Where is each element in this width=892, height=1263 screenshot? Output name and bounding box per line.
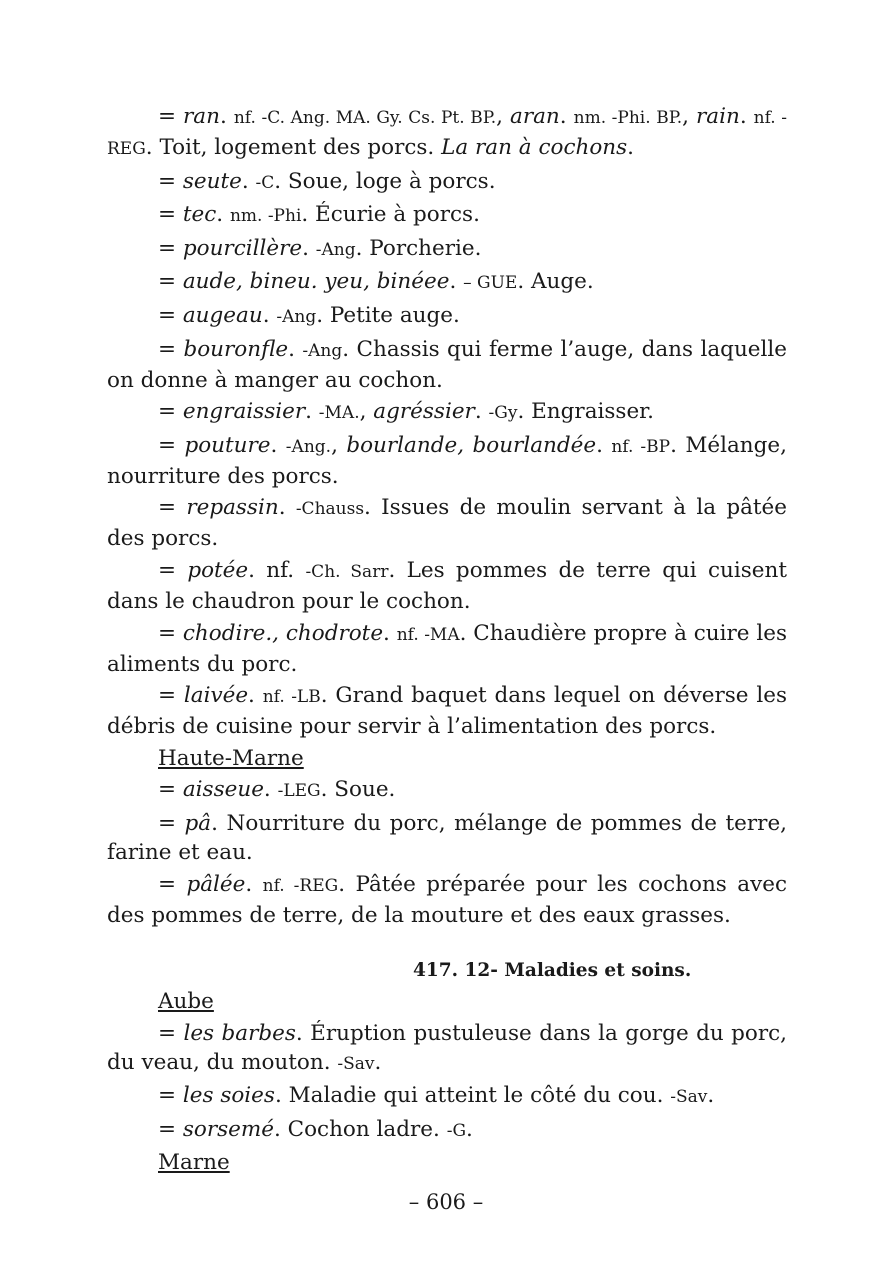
headword: engraissier [182, 399, 306, 425]
entry-text: . Pâtée préparée pour les cochons avec des pommes de terre, de la mouture et des eaux grasses. [107, 871, 787, 928]
entry-text: . Cochon ladre. [273, 1116, 447, 1142]
entry-text: = [158, 1083, 183, 1109]
region-heading: Marne [158, 1150, 230, 1176]
source-abbreviation: -C [255, 172, 275, 193]
source-abbreviation: -Chauss [295, 499, 365, 520]
headword: augeau [182, 302, 263, 328]
entry-text: . [216, 202, 230, 228]
headword: pâlée [186, 871, 246, 897]
headword: aisseue [182, 777, 264, 803]
dictionary-entry [107, 431, 787, 491]
entry-text: , [496, 104, 510, 129]
entry-text: . Éruption pustuleuse dans la gorge du porc, du veau, du mouton. [107, 1020, 787, 1075]
entry-text: , [331, 432, 347, 458]
entry-text: = [158, 399, 183, 425]
entry-text: . [262, 302, 277, 328]
entry-text: . nf. [248, 557, 306, 583]
headword: sorsemé [182, 1116, 274, 1142]
headword: rain [695, 104, 740, 129]
entry-text: . Porcherie. [355, 235, 482, 261]
entry-text: . Petite auge. [316, 302, 460, 328]
entry-text: . [288, 336, 303, 362]
source-abbreviation: nm. -Phi [229, 206, 302, 227]
page-body [107, 102, 787, 1180]
headword: les barbes [183, 1020, 296, 1046]
entry-text: . [302, 235, 316, 261]
entry-text: . Les pommes de terre qui cuisent dans le chaudron pour le cochon. [107, 557, 787, 614]
entry-text: . [374, 1049, 382, 1075]
headword: bouronfle [183, 336, 289, 362]
entry-text: = [158, 235, 183, 261]
entry-text: . Mélange, nourriture des porcs. [107, 432, 787, 489]
source-abbreviation: -Gy [488, 403, 518, 424]
source-abbreviation: – GUE [463, 273, 518, 294]
entry-text: = [158, 336, 184, 362]
entry-text: . Chaudière propre à cuire les aliments du porc. [107, 620, 787, 677]
entry-text: . [241, 168, 256, 194]
headword: pourcillère [182, 235, 303, 261]
entry-text: . [305, 399, 319, 425]
source-abbreviation: -Sav [670, 1087, 708, 1108]
entry-text: = [158, 1020, 184, 1046]
source-abbreviation: nf. -REG [262, 875, 339, 896]
entry-text: . [707, 1083, 715, 1109]
entry-text: . Chassis qui ferme l’auge, dans laquelle on donne à manger au cochon. [107, 336, 787, 393]
entry-text: . Toit, logement des porcs. [145, 135, 442, 160]
source-abbreviation: -Ch. Sarr [305, 561, 389, 582]
entry-text: = [158, 302, 183, 328]
dictionary-entry [107, 870, 787, 930]
entry-text: . [596, 432, 612, 458]
source-abbreviation: nf. -LB [262, 687, 321, 708]
headword: repassin [186, 495, 279, 521]
source-abbreviation: nf. -C. Ang. MA. Gy. Cs. Pt. BP. [233, 108, 497, 128]
source-abbreviation: -LEG [277, 781, 321, 802]
entry-text: . [449, 269, 464, 295]
entry-text: . [466, 1116, 473, 1142]
entry-text: = [158, 168, 183, 194]
headword: La ran à cochons [441, 135, 628, 160]
headword: potée [187, 557, 249, 583]
headword: agréssier [373, 399, 475, 425]
entry-text: . [248, 683, 263, 709]
entry-text: . [627, 135, 634, 160]
headword: ran [183, 104, 220, 129]
dictionary-entry [107, 775, 787, 806]
source-abbreviation: -MA. [318, 403, 360, 424]
source-abbreviation: -Sav [337, 1053, 375, 1074]
entry-text: . [383, 620, 397, 646]
entry-text: , [682, 104, 696, 129]
dictionary-entry [107, 681, 787, 741]
entry-text: . Écurie à porcs. [301, 202, 480, 228]
dictionary-entry [107, 1019, 787, 1079]
entry-text: = [158, 871, 187, 897]
entry-text: . [474, 399, 489, 425]
entry-text: = [158, 1116, 183, 1142]
entry-text: . Grand baquet dans lequel on déverse les débris de cuisine pour servir à l’alimentation des porcs. [107, 683, 788, 740]
source-abbreviation: -Ang [302, 340, 343, 361]
headword: laivée [183, 683, 249, 709]
region-heading: Aube [158, 989, 214, 1015]
entry-text: = [158, 432, 185, 458]
entry-text: . [559, 104, 574, 129]
dictionary-entry [107, 397, 787, 428]
source-abbreviation: -Ang [315, 239, 356, 260]
dictionary-entry [107, 301, 787, 332]
source-abbreviation: -Ang [276, 306, 317, 327]
entry-text: = [158, 104, 184, 129]
entry-text: = [158, 269, 183, 295]
region-heading: Haute-Marne [158, 745, 304, 771]
dictionary-entry [107, 1115, 787, 1146]
dictionary-entry [107, 493, 787, 553]
headword: aran [510, 104, 560, 129]
entry-text: . [219, 104, 234, 129]
dictionary-entry [107, 267, 787, 298]
entry-text: . [263, 777, 278, 803]
dictionary-entry [107, 809, 787, 867]
entry-text: . Engraisser. [517, 399, 654, 425]
dictionary-entry [107, 167, 787, 198]
dictionary-entry [107, 200, 787, 231]
dictionary-entry [107, 556, 787, 616]
dictionary-entry [107, 335, 787, 395]
entry-text: . Soue. [320, 777, 396, 803]
source-abbreviation: -Ang. [285, 436, 332, 457]
headword: pouture [184, 432, 271, 458]
entry-text: . Nourriture du porc, mélange de pommes de terre, farine et eau. [107, 810, 787, 865]
entry-text: . [245, 871, 263, 897]
headword: aude, bineu. yeu, binéee [182, 269, 450, 295]
entry-text: . [278, 495, 296, 521]
source-abbreviation: nm. -Phi. BP. [573, 108, 683, 128]
entry-text: = [158, 495, 187, 521]
dictionary-entry [107, 1081, 787, 1112]
entry-text: . [270, 432, 286, 458]
dictionary-entry [107, 234, 787, 265]
source-abbreviation: nf. -REG [107, 108, 788, 159]
entry-text: = [158, 777, 183, 803]
page-number: – 606 – [408, 1190, 484, 1214]
headword: les soies [182, 1083, 275, 1109]
entry-text: = [158, 557, 188, 583]
entry-text: , [359, 399, 374, 425]
headword: seute [182, 168, 242, 194]
headword: bourlande, bourlandée [346, 432, 597, 458]
headword: tec [182, 202, 217, 228]
source-abbreviation: -G [446, 1120, 467, 1141]
headword: pâ [184, 810, 212, 836]
entry-text: = [158, 202, 183, 228]
entry-text: . Soue, loge à porcs. [274, 168, 496, 194]
dictionary-entry [107, 102, 787, 164]
source-abbreviation: nf. -BP [611, 436, 671, 457]
section-title: 417. 12- Maladies et soins. [413, 959, 692, 981]
entry-text: = [158, 620, 183, 646]
entry-text: . Issues de moulin servant à la pâtée des porcs. [107, 495, 787, 552]
dictionary-entry [107, 619, 787, 679]
source-abbreviation: nf. -MA [396, 624, 460, 645]
headword: chodire., chodrote [182, 620, 384, 646]
entry-text: = [158, 810, 185, 836]
entry-text: . Auge. [517, 269, 594, 295]
entry-text: . Maladie qui atteint le côté du cou. [274, 1083, 671, 1109]
entry-text: = [158, 683, 184, 709]
entry-text: . [739, 104, 754, 129]
